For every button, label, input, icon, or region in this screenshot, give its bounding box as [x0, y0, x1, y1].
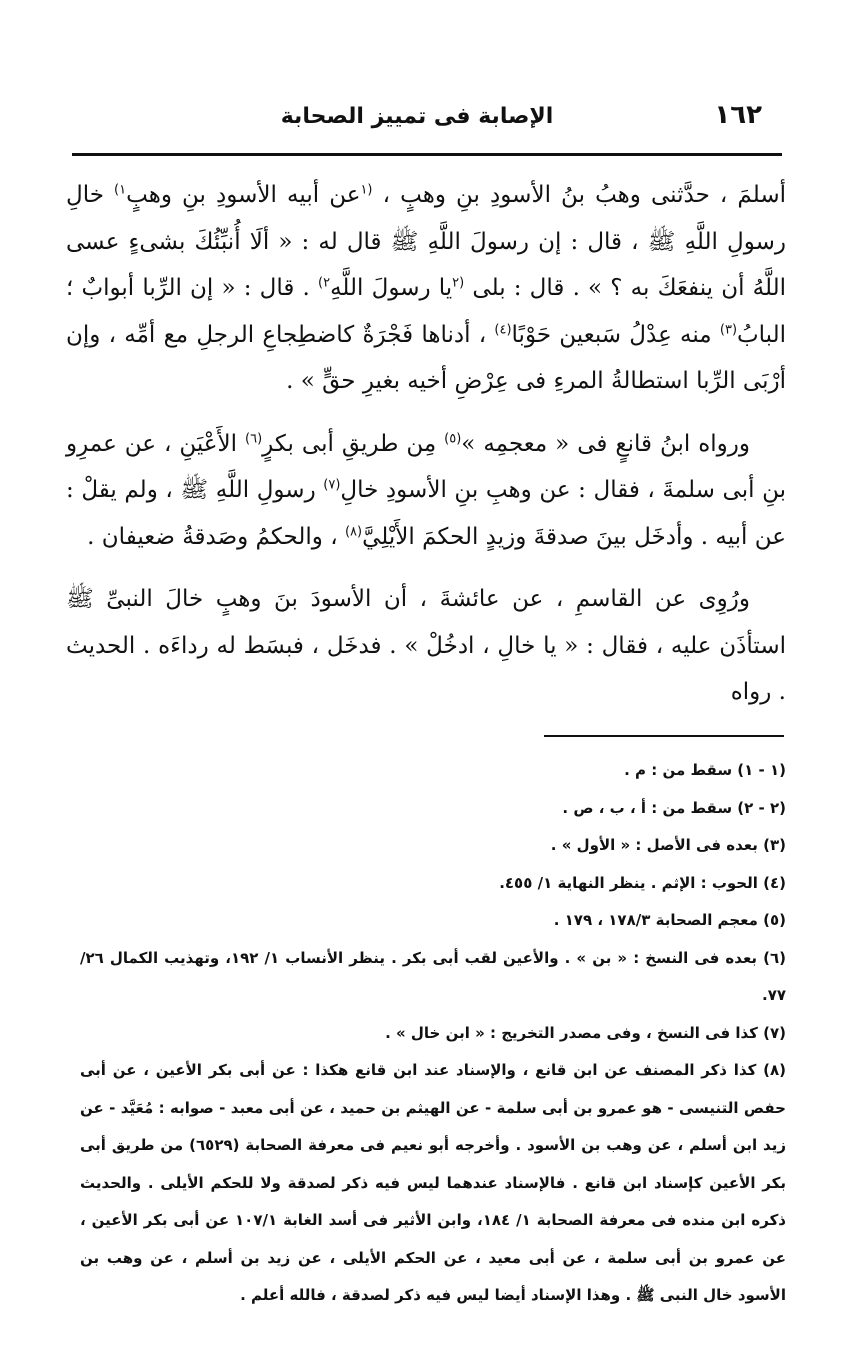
text-segment: الأَعْيَنِ ، عن عمرِو بنِ أبى سلمةَ ، فقال : عن وهبِ بنِ الأسودِ خالِ [66, 430, 786, 503]
text-segment: خالِ رسولِ اللَّهِ ﷺ ، قال : إن رسولَ اللَّهِ ﷺ قال له : « ألَا أُنبِّئُكَ بشىءٍ عسى اللَّهُ أن ينفعَكَ به ؟ » . قال : بلى [66, 182, 786, 301]
text-segment: ورواه ابنُ قانعٍ فى « معجمِه » [461, 430, 750, 457]
footnote-text: سقط من : م . [624, 761, 738, 779]
footnote-marker: (٢ - ٢) [737, 798, 786, 817]
footnote-text: بعده فى الأصل : « الأول » . [550, 836, 764, 854]
footnote-6 [80, 940, 786, 1015]
footnote-marker: (١ - ١) [737, 761, 786, 779]
footnote-ref: (٨) [344, 523, 363, 539]
footnote-text: سقط من : أ ، ب ، ص . [562, 798, 738, 817]
text-segment: ، والحكمُ وصَدقةُ ضعيفان . [87, 523, 345, 550]
footnote-marker: (٧) [763, 1023, 786, 1042]
footnote-text: الحوب : الإثم . ينظر النهاية ١/ ٤٥٥. [499, 873, 764, 892]
footnote-ref: (٢ [452, 275, 465, 291]
footnote-1 [80, 752, 786, 790]
text-segment: ورُوِى عن القاسمِ ، عن عائشةَ ، أن الأسودَ بنَ وهبٍ خالَ النبىِّ ﷺ استأذَن عليه ، فقال : « يا خالِ ، ادخُلْ » . فدخَل ، فبسَط له رداءَه . الحديث . رواه [66, 586, 786, 705]
footnote-2 [80, 790, 786, 828]
footnote-text: كذا فى النسخ ، وفى مصدر التخريج : « ابن خال » . [385, 1023, 764, 1042]
text-segment: عن أبيه الأسودِ بنِ وهبٍ [126, 182, 361, 208]
text-segment: رسولِ اللَّهِ ﷺ ، ولم يقلْ : عن أبيه . وأدخَل بينَ صدقةَ وزيدٍ الحكمَ الأَيْلِيَّ [66, 477, 786, 550]
footnote-marker: (٥) [763, 911, 786, 929]
footnote-marker: (٣) [763, 836, 786, 854]
text-segment: أسلمَ ، حدَّثنى وهبُ بنُ الأسودِ بنِ وهبٍ ، [372, 182, 786, 208]
page-header [72, 100, 762, 140]
footnote-ref: (١ [360, 182, 373, 198]
footnote-7 [80, 1015, 786, 1053]
running-title: الإصابة فى تمييز الصحابة [280, 104, 554, 129]
text-segment: يا رسولَ اللَّهِ [330, 275, 453, 301]
page-number: ١٦٢ [714, 100, 762, 130]
footnotes [80, 752, 786, 1315]
text-segment: ، أدناها فَجْرَةٌ كاضطِجاعِ الرجلِ مع أمِّه ، وإن أرْبَى الرِّبا استطالةُ المرءِ فى عِرْضِ أخيه بغيرِ حقٍّ » . [66, 321, 786, 394]
text-segment: مِن طريقِ أبى بكرٍ [262, 430, 445, 457]
footnote-text: بعده فى النسخ : « بن » . والأعين لقب أبى بكر . ينظر الأنساب ١/ ١٩٢، وتهذيب الكمال ٢٦/ ٧٧. [80, 948, 786, 1004]
footnote-ref: (٣) [719, 321, 738, 337]
main-text [66, 172, 786, 732]
text-segment: منه عِدْلُ سَبعين حَوْبًا [511, 321, 720, 348]
footnote-ref: ٢) [318, 275, 331, 291]
paragraph-1 [66, 172, 786, 405]
footnote-ref: (٦) [245, 430, 263, 446]
footnote-text: كذا ذكر المصنف عن ابن قانع ، والإسناد عند ابن قانع هكذا : عن أبى بكر الأعين ، عن أبى حفص التنيسى - هو عمرو بن أبى سلمة - عن الهيثم بن حميد ، عن أبى معبد - صوابه : مُعَيَّد - عن زيد ابن أسلم ، عن وهب بن الأسود . وأخرجه أبو نعيم فى معرفة الصحابة (٦٥٢٩) من طريق أبى بكر الأعين كإسناد ابن قانع . فالإسناد عندهما ليس فيه ذكر لصدقة ولا للحكم الأيلى . والحديث ذكره ابن منده فى معرفة الصحابة ١/ ١٨٤، وابن الأثير فى أسد الغابة ١٠٧/١ عن أبى بكر الأعين ، عن عمرو بن أبى سلمة ، عن أبى معيد ، عن الحكم الأيلى ، عن زيد بن أسلم ، عن وهب بن الأسود خال النبى ﷺ . وهذا الإسناد أيضا ليس فيه ذكر لصدقة ، فالله أعلم . [80, 1061, 786, 1304]
footnote-4 [80, 865, 786, 903]
footnote-8 [80, 1052, 786, 1315]
footnote-3 [80, 827, 786, 865]
footnote-marker: (٦) [763, 948, 787, 967]
footnote-marker: (٨) [763, 1061, 786, 1079]
paragraph-3 [66, 576, 786, 716]
footnote-ref: (٧) [323, 477, 341, 493]
footnote-ref: ١) [114, 182, 127, 198]
footnote-5 [80, 902, 786, 940]
text-segment: . قال : « إن الرِّبا أبوابٌ ؛ البابُ [66, 275, 787, 348]
footnote-marker: (٤) [763, 873, 786, 892]
paragraph-2 [66, 421, 786, 561]
footnote-ref: (٥) [444, 430, 462, 446]
footnote-text: معجم الصحابة ١٧٨/٣ ، ١٧٩ . [553, 911, 764, 929]
header-rule [72, 153, 782, 156]
footnotes-rule [544, 735, 784, 737]
footnote-ref: (٤) [494, 321, 512, 337]
